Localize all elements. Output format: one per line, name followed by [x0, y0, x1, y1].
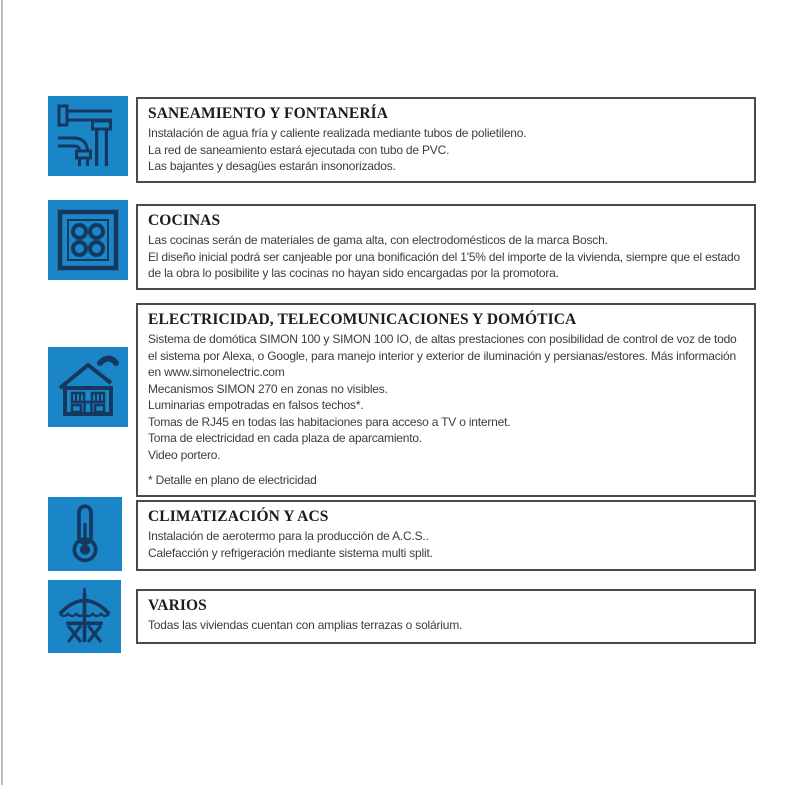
spec-paragraph: Instalación de aerotermo para la producción de A.C.S..: [148, 529, 429, 543]
spec-paragraph: Todas las viviendas cuentan con amplias terrazas o solárium.: [148, 618, 463, 632]
thermometer-icon: [48, 497, 122, 571]
section-title: SANEAMIENTO Y FONTANERÍA: [148, 105, 389, 122]
section-title: VARIOS: [148, 597, 207, 614]
section-box: [136, 303, 756, 497]
section-title: ELECTRICIDAD, TELECOMUNICACIONES Y DOMÓTICA: [148, 311, 577, 328]
section-box: [136, 589, 756, 644]
section-box: [136, 500, 756, 571]
spec-paragraph: Las cocinas serán de materiales de gama alta, con electrodomésticos de la marca Bosch.: [148, 233, 608, 247]
spec-paragraph: Sistema de domótica SIMON 100 y SIMON 100 IO, de altas prestaciones con posibilidad de control de voz de todo el sistema por Alexa, o Google, para manejo interior y exterior de iluminación y persianas/estores. Más información en www.simonelectric.com: [148, 332, 737, 379]
spec-paragraph: La red de saneamiento estará ejecutada con tubo de PVC.: [148, 142, 450, 157]
spec-paragraph: Luminarias empotradas en falsos techos*.: [148, 398, 364, 412]
smart-home-icon: [48, 347, 128, 427]
terrace-umbrella-icon: [48, 580, 121, 653]
spec-paragraph: El diseño inicial podrá ser canjeable por una bonificación del 1'5% del importe de la vivienda, siempre que el estado de la obra lo posibilite y las cocinas no hayan sido encargadas por la promotora.: [148, 249, 740, 280]
pipes-icon: [48, 96, 128, 176]
spec-paragraph: Calefacción y refrigeración mediante sistema multi split.: [148, 545, 433, 560]
spec-paragraph: Video portero.: [148, 447, 221, 462]
section-title: COCINAS: [148, 212, 221, 229]
spec-footnote: * Detalle en plano de electricidad: [148, 473, 317, 487]
spec-paragraph: Tomas de RJ45 en todas las habitaciones para acceso a TV o internet.: [148, 414, 511, 429]
section-box: [136, 97, 756, 183]
spec-paragraph: Toma de electricidad en cada plaza de aparcamiento.: [148, 431, 422, 445]
spec-paragraph: Mecanismos SIMON 270 en zonas no visibles.: [148, 381, 388, 396]
section-box: [136, 204, 756, 290]
section-title: CLIMATIZACIÓN Y ACS: [148, 508, 329, 525]
page-edge-line: [1, 0, 3, 785]
spec-paragraph: Instalación de agua fría y caliente realizada mediante tubos de polietileno.: [148, 126, 527, 140]
stove-icon: [48, 200, 128, 280]
spec-paragraph: Las bajantes y desagües estarán insonorizados.: [148, 159, 396, 173]
